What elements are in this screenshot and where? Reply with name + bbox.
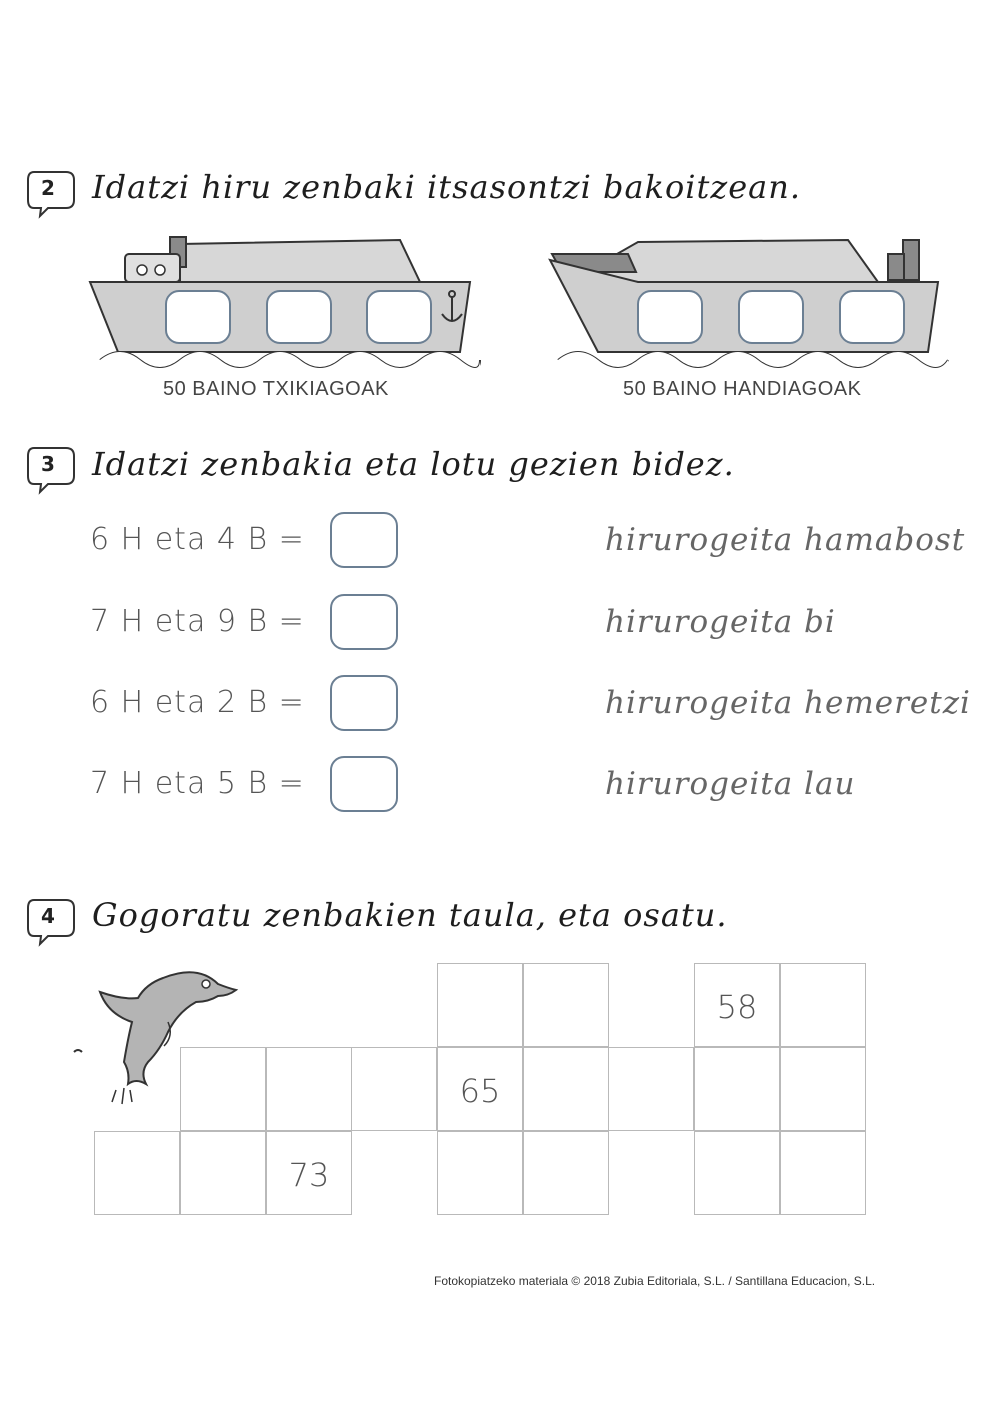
grid-cell[interactable] [523, 1131, 609, 1215]
equation-text: 6 H eta 4 B = [90, 522, 305, 557]
grid-cell [437, 1047, 523, 1131]
exercise-2-title: Idatzi hiru zenbaki itsasontzi bakoitzean. [92, 168, 801, 206]
exercise-4-title: Gogoratu zenbakien taula, eta osatu. [92, 896, 728, 934]
grid-cell-value: 73 [288, 1156, 330, 1194]
ship-left-answer-box-1[interactable] [165, 290, 231, 344]
ship-right-answer-box-2[interactable] [738, 290, 804, 344]
copyright-footer: Fotokopiatzeko materiala © 2018 Zubia Editoriala, S.L. / Santillana Educacion, S.L. [434, 1274, 876, 1288]
equation-row [90, 675, 410, 735]
equation-answer-box[interactable] [330, 675, 398, 731]
grid-cell[interactable] [694, 1131, 780, 1215]
equation-answer-box[interactable] [330, 512, 398, 568]
exercise-number: 3 [41, 452, 55, 476]
ship-left-answer-box-3[interactable] [366, 290, 432, 344]
grid-cell [266, 1131, 352, 1215]
grid-cell[interactable] [437, 1131, 523, 1215]
exercise-4-number-badge [26, 898, 70, 938]
grid-cell [694, 963, 780, 1047]
grid-cell[interactable] [694, 1047, 780, 1131]
grid-cell[interactable] [780, 1047, 866, 1131]
grid-cell[interactable] [351, 1047, 437, 1131]
ship-right-answer-box-3[interactable] [839, 290, 905, 344]
exercise-3-number-badge [26, 446, 70, 486]
exercise-3-title: Idatzi zenbakia eta lotu gezien bidez. [92, 445, 735, 483]
ship-left-answer-box-2[interactable] [266, 290, 332, 344]
exercise-2-number-badge [26, 170, 70, 210]
equation-answer-box[interactable] [330, 756, 398, 812]
grid-cell[interactable] [780, 1131, 866, 1215]
number-word: hirurogeita lau [605, 766, 856, 802]
grid-cell[interactable] [94, 1131, 180, 1215]
equation-row [90, 756, 410, 816]
grid-cell[interactable] [523, 1047, 609, 1131]
equation-row [90, 512, 410, 572]
equation-text: 6 H eta 2 B = [90, 685, 305, 720]
ship-right-label: 50 BAINO HANDIAGOAK [623, 378, 862, 400]
grid-cell-value: 58 [716, 988, 758, 1026]
number-word: hirurogeita hemeretzi [605, 685, 971, 721]
grid-cell-value: 65 [459, 1072, 501, 1110]
exercise-number: 2 [41, 176, 55, 200]
grid-cell[interactable] [180, 1047, 266, 1131]
grid-cell[interactable] [608, 1047, 694, 1131]
grid-cell[interactable] [180, 1131, 266, 1215]
equation-text: 7 H eta 5 B = [90, 766, 305, 801]
grid-cell[interactable] [437, 963, 523, 1047]
exercise-number: 4 [41, 904, 55, 928]
equation-text: 7 H eta 9 B = [90, 604, 305, 639]
grid-cell[interactable] [523, 963, 609, 1047]
ship-right-answer-box-1[interactable] [637, 290, 703, 344]
number-word: hirurogeita hamabost [605, 522, 966, 558]
ship-left-label: 50 BAINO TXIKIAGOAK [163, 378, 389, 400]
number-word: hirurogeita bi [605, 604, 836, 640]
grid-cell[interactable] [266, 1047, 352, 1131]
equation-row [90, 594, 410, 654]
grid-cell[interactable] [780, 963, 866, 1047]
equation-answer-box[interactable] [330, 594, 398, 650]
